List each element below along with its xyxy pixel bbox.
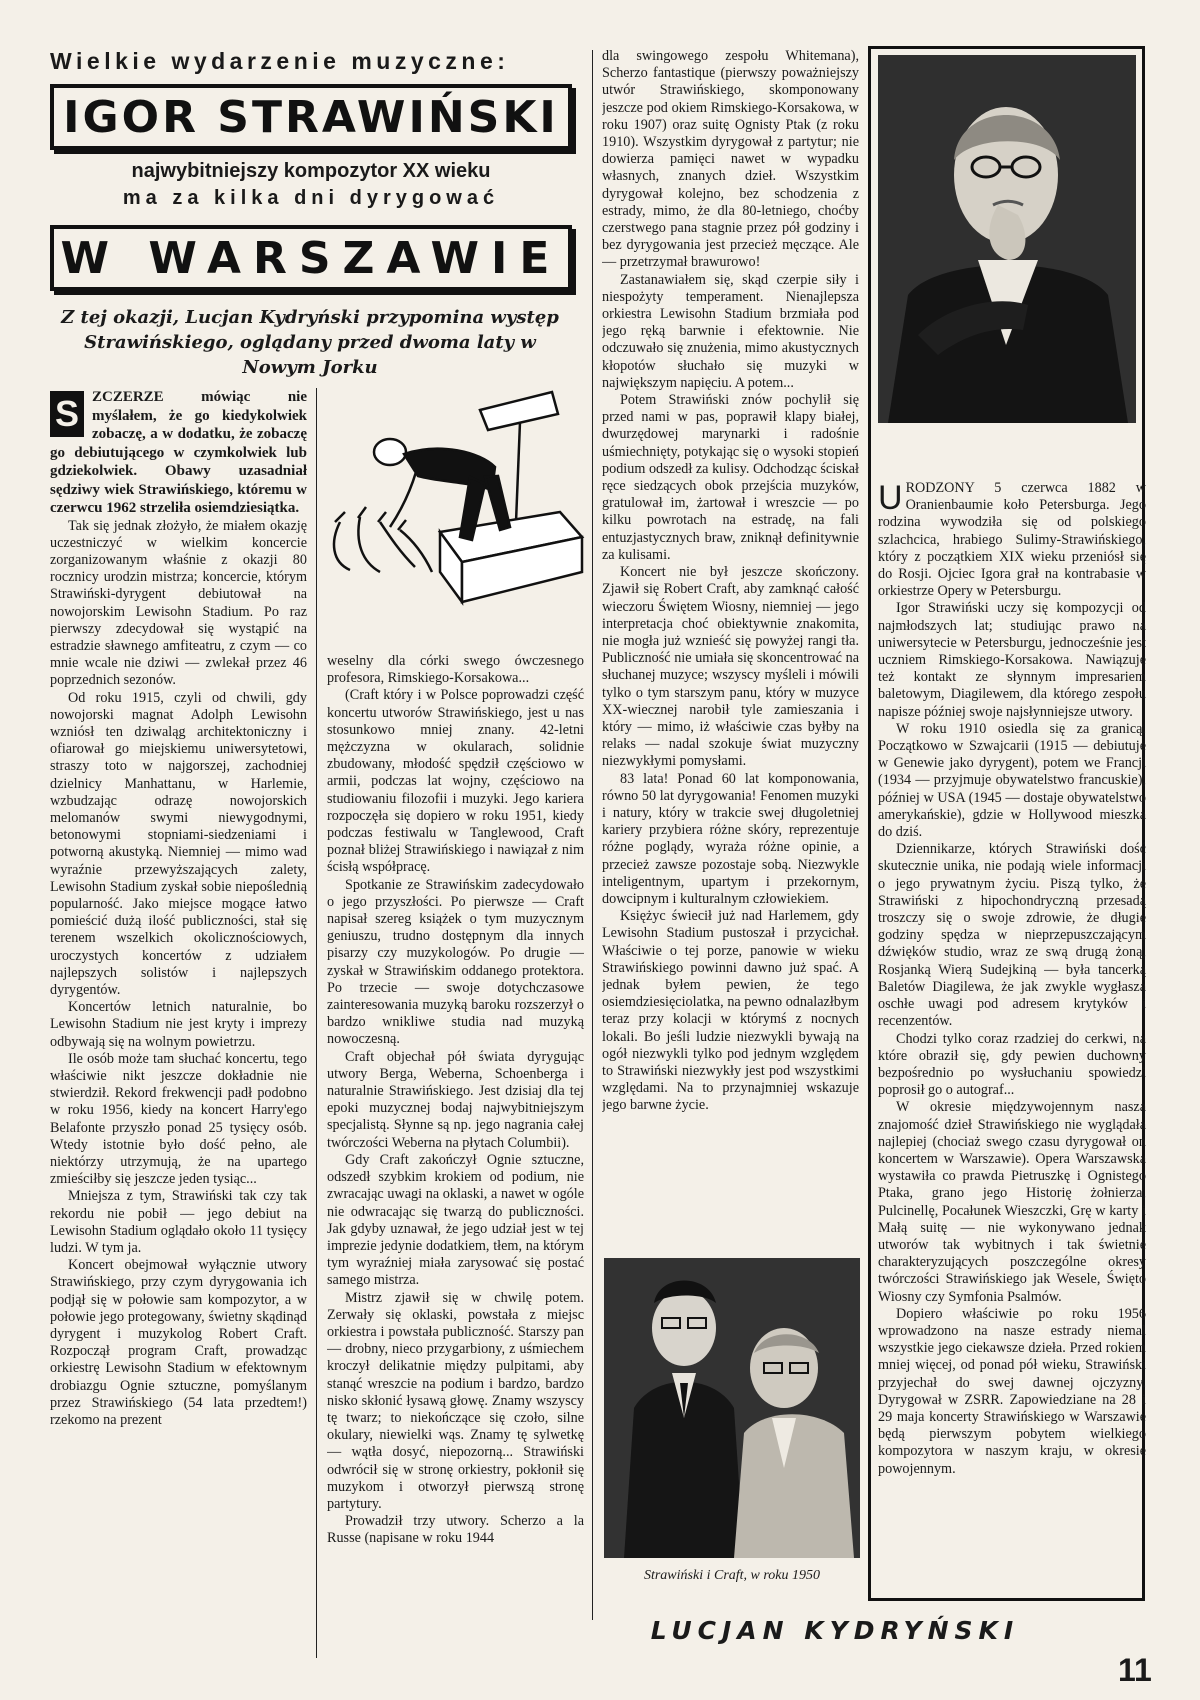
intro-text: Z tej okazji, Lucjan Kydryński przypomina występ Strawińskiego, oglądany przed dwoma laty w Nowym Jorku: [61, 307, 559, 378]
title-warszawie: W WARSZAWIE: [50, 225, 572, 291]
article-column-2: [327, 653, 584, 1668]
subtitle-line-1: najwybitniejszy kompozytor XX wieku: [131, 160, 491, 182]
author-signature: LUCJAN KYDRYŃSKI: [650, 1616, 1020, 1645]
paragraph: Od roku 1915, czyli od chwili, gdy nowojorski magnat Adolph Lewisohn wzniósł ten dziwaląg architektoniczny i ofiarował go miejskiemu uniwersytetowi, straszy toto w najgorszej, zachodniej dzielnicy Manhattanu, w Harlemie, wzbudzając odrazę nowojorskich melomanów swymi niewygodnymi, betonowymi stopniami-siedzeniami i potworną akustyką. Niemniej — mimo wad wyraźnie przewyższających zalety, Lewisohn Stadium zyskał sobie niepoślednią popularność. Jako miejsce mogące łatwo pomieścić dużą ilość publiczności, stał się terenem wszelkich okolicznościowych, uroczystych koncertów z udziałem najlepszych solistów i najlepszych dyrygentów.: [50, 689, 307, 998]
photo-caption: Strawiński i Craft, w roku 1950: [643, 1568, 821, 1583]
lead-text: ZCZERZE mówiąc nie myślałem, że go kiedykolwiek zobaczę, a w dodatku, że zobaczę go debiutującego w czymkolwiek lub gdziekolwiek. Obawy uzasadniał sędziwy wiek Strawińskiego, któremu w czerwcu 1962 strzeliła osiemdziesiątka.: [50, 389, 307, 516]
kicker: Wielkie wydarzenie muzyczne:: [50, 48, 510, 74]
article-column-3: [602, 48, 859, 1248]
column-rule: [316, 388, 317, 1658]
paragraph: Mniejsza z tym, Strawiński tak czy tak rekordu nie pobił — jego debiut na Lewisohn Stadium oglądało około 11 tysięcy ludzi. W tym ja.: [50, 1188, 307, 1257]
paragraph: Koncertów letnich naturalnie, bo Lewisohn Stadium nie jest kryty i imprezy odbywają się na wolnym powietrzu.: [50, 999, 307, 1050]
article-column-1: [50, 388, 307, 1668]
column-rule: [592, 50, 593, 1620]
paragraph: Potem Strawiński znów pochylił się przed nami w pas, poprawił klapy białej, dwurzędowej marynarki i radośnie uśmiechnięty, potykając się o wysoki stopień podium odszedł za kulisy. Odchodząc ściskał ręce siedzących obok przejścia muzyków, gratulował im, żartował i wreszcie — po kilku powrotach na estradę, na fali entuzjastycznych braw, zniknął definitywnie za kulisami.: [602, 392, 859, 563]
paragraph: Koncert nie był jeszcze skończony. Zjawił się Robert Craft, aby zamknąć całość wieczoru Świętem Wiosny, niemniej — jego interpretacja choć obiektywnie znakomita, nie mogła już wznieść się powyżej rangi tła. Publiczność nie umiała się skoncentrować na słuchanej muzyce; wszyscy myśleli i mówili tylko o tym starszym panu, który w muzyce XX-wiecznej narobił tyle zamieszania i który — mimo, iż właściwie czas byłby na relaks — nadal szokuje świat muzyczny niezwykłymi pomysłami.: [602, 564, 859, 770]
paragraph: Zastanawiałem się, skąd czerpie siły i niespożyty temperament. Nienajlepsza orkiestra Lewisohn Stadium brzmiała pod jego ręką barwnie i efektownie. Nie odczuwało się znużenia, mimo akustycznych kłopotów słuchało się muzyki w największym napięciu. A potem...: [602, 271, 859, 391]
paragraph: W okresie międzywojennym nasza znajomość dzieł Strawińskiego nie wyglądała najlepiej (chociaż swego czasu dyrygował on koncertem w Warszawie). Opera Warszawska wystawiła co prawda Pietruszkę i Ognistego Ptaka, grano jego Historię żołnierza, Pulcinellę, Pocałunek Wieszczki, Grę w karty i Małą suitę — nie wykonywano jednak utworów tak wybitnych i tak świetnie charakteryzujących poszczególne okresy twórczości Strawińskiego jak Wesele, Święto Wiosny czy Symfonia Psalmów.: [878, 1099, 1146, 1305]
bio-dropcap: U: [878, 480, 903, 517]
paragraph: Dziennikarze, których Strawiński dość skutecznie unika, nie podają wiele informacji o jego prywatnym życiu. Piszą tylko, że Strawiński z hipochondryczną przesadą troszczy się o swoje zdrowie, że długie godziny spędza w nieprzepuszczającym dźwięków studio, wraz ze swą drugą żoną, Rosjanką Wierą Sudejkiną — była tancerką Baletów Diagilewa, że jak zwykle wygłasza oschłe uwagi pod adresem krytyków i recenzentów.: [878, 841, 1146, 1030]
paragraph: Craft objechał pół świata dyrygując utwory Berga, Weberna, Schoenberga i naturalnie Strawińskiego. Jest dzisiaj dla tej epoki muzycznej bodaj najwybitniejszym specjalistą. Słynne są np. jego nagrania całej twórczości Weberna na płytach Columbii).: [327, 1048, 584, 1151]
paragraph: Mistrz zjawił się w chwilę potem. Zerwały się oklaski, powstała z miejsc orkiestra i powstała publiczność. Starszy pan — drobny, nieco przygarbiony, z uśmiechem kroczył delikatnie między pulpitami, aby stanąć wreszcie na podium i bardzo, bardzo nisko skłonić łysawą głowę. Znamy wszyscy tę twarz; to niekończące się czoło, silne okulary, niewielki wąs. Znamy tę sylwetkę — wątła dosyć, niepozorną... Strawiński odwrócił się w stronę orkiestry, pokłonił się muzykom i otworzył pierwszą stronę partytury.: [327, 1289, 584, 1512]
paragraph: Tak się jednak złożyło, że miałem okazję uczestniczyć w wielkim koncercie zorganizowanym właśnie z okazji 80 rocznicy urodzin mistrza; koncercie, którym Strawiński-dyrygent debiutował na nowojorskim Lewisohn Stadium. Po raz pierwszy zdecydował się wystąpić na estradzie sławnego amfiteatru, z czym — co mnie wcale nie dziwi — zwlekał przez 46 poprzednich sezonów.: [50, 517, 307, 689]
paragraph: Ile osób może tam słuchać koncertu, tego właściwie nikt jeszcze dokładnie nie stwierdził. Rekord frekwencji padł podobno w roku 1956, kiedy na koncert Harry'ego Belafonte przyszło ponad 25 tysięcy osób. Wtedy istotnie było dość pełno, ale niektórzy utrzymują, że na upartego zmieściłby się jeszcze jeden tysiąc...: [50, 1050, 307, 1188]
paragraph: weselny dla córki swego ówczesnego profesora, Rimskiego-Korsakowa...: [327, 653, 584, 687]
duo-photo: [604, 1258, 860, 1558]
subtitle-line-2: ma za kilka dni dyrygować: [122, 187, 500, 209]
portrait-photo: [878, 55, 1136, 423]
paragraph: Spotkanie ze Strawińskim zadecydowało o jego przyszłości. Po pierwsze — Craft napisał szereg książek o tym muzycznym geniuszu, trudno dostępnym dla innych pisarzy czy muzykologów. Po drugie — zyskał w Strawińskim oddanego protektora. Po trzecie — swoje dotychczasowe zainteresowania muzyką baroku rozszerzył o bardzo wnikliwe studia nad muzyką nowoczesną.: [327, 876, 584, 1048]
conductor-drawing: [320, 372, 590, 642]
paragraph: Księżyc świecił już nad Harlemem, gdy Lewisohn Stadium pustoszał i przycichał. Właściwie o tej porze, panowie w wieku Strawińskiego powinni dawno już spać. A jednak byłem pewien, że tego osiemdziesięciolatka, na pewno odnalazłbym teraz przy kolacji w którymś z nocnych lokali. Bo jeśli ludzie niezwykli bywają na ogół niezwykli tylko pod jednym względem to Strawiński niezwykły jest pod wszystkimi względami. Na to przynajmniej wskazuje jego barwne życie.: [602, 908, 859, 1114]
paragraph: W roku 1910 osiedla się za granicą. Początkowo w Szwajcarii (1915 — debiutuje w Genewie jako dyrygent), potem we Francji (1934 — przyjmuje obywatelstwo francuskie), później w USA (1945 — dostaje obywatelstwo amerykańskie), gdzie w Hollywood mieszka do dziś.: [878, 720, 1146, 841]
paragraph: RODZONY 5 czerwca 1882 w Oranienbaumie koło Petersburga. Jego rodzina wywodziła się od polskiego szlachcica, hrabiego Sulimy-Strawińskiego, który z początkiem XIX wieku przeniósł się do Rosji. Ojciec Igora grał na kontrabasie w orkiestrze Opery w Petersburgu.: [878, 480, 1146, 600]
paragraph: dla swingowego zespołu Whitemana), Scherzo fantastique (pierwszy poważniejszy utwór Strawińskiego, skomponowany jeszcze pod okiem Rimskiego-Korsakowa, w roku 1907) oraz suitę Ognisty Ptak (z roku 1910). Wszystkim dyrygował z partytur; nie dowierza pamięci nawet w wypadku własnych, znanych dzieł. Wszystkim dyrygował kolejno, bez schodzenia z estrady, mimo, że dla 80-letniego, choćby czerstwego pana stagnie przez pół godziny i bez dyrygowania jest przecież męczące. Ale — przetrzymał brawurowo!: [602, 48, 859, 271]
paragraph: Dopiero właściwie po roku 1956 wprowadzono na nasze estrady niemal wszystkie jego ciekawsze dzieła. Przed rokiem mniej więcej, od ponad pół wieku, Strawiński przyjechał do swej dawnej ojczyzny. Dyrygował w ZSRR. Zapowiedziane na 28 i 29 maja koncerty Strawińskiego w Warszawie będą pierwszym pobytem wielkiego kompozytora w naszym kraju, w okresie powojennym.: [878, 1305, 1146, 1477]
title-strawinski: IGOR STRAWIŃSKI: [50, 84, 572, 150]
biography-column: [878, 480, 1146, 1600]
paragraph: (Craft który i w Polsce poprowadzi część koncertu utworów Strawińskiego, jest u nas stosunkowo mniej znany. 42-letni mężczyzna w okularach, solidnie zbudowany, młodość spędził częściowo w armii, podczas lat wojny, częściowo na studiowaniu filozofii i muzyki. Jego kariera rozpoczęła się dopiero w roku 1951, kiedy podczas festiwalu w Tanglewood, Craft poznał bliżej Strawińskiego i nawiązał z nim ścisłą współpracę.: [327, 687, 584, 876]
page-number: 11: [1118, 1652, 1152, 1688]
paragraph: 83 lata! Ponad 60 lat komponowania, równo 50 lat dyrygowania! Fenomen muzyki i natury, który w trakcie swej długoletniej kariery przybiera różne skóry, reprezentuje różne poglądy, wyraża różne opinie, a przecież zawsze pozostaje sobą. Niezwykle inteligentnym, upartym i przekornym, dowcipnym i kulturalnym człowiekiem.: [602, 770, 859, 907]
paragraph: Igor Strawiński uczy się kompozycji od najmłodszych lat; studiując prawo na uniwersytecie w Petersburgu, jednocześnie jest uczniem Rimskiego-Korsakowa. Nawiązuje też kontakt ze słynnym impresariem baletowym, Diagilewem, dla którego zespołu napisze później swoje najsłynniejsze utwory.: [878, 600, 1146, 720]
paragraph: Gdy Craft zakończył Ognie sztuczne, odszedł szybkim krokiem od podium, nie zwracając uwagi na oklaski, a nawet w ogóle nie odwracając się twarzą do publiczności. Jak gdyby uznawał, że jego udział jest w tej imprezie jedynie dodatkiem, tłem, na którym tym wyraźniej miała zarysować się postać samego mistrza.: [327, 1151, 584, 1289]
paragraph: Koncert obejmował wyłącznie utwory Strawińskiego, przy czym dyrygowania ich podjął się w połowie sam kompozytor, a w połowie jego protegowany, świetny skądinąd dyrygent i muzykolog Robert Craft. Rozpoczął program Craft, prowadząc orkiestrę Lewisohn Stadium w efektownym drobiazgu Ognie sztuczne, pomyślanym przez Strawińskiego (54 lata przedtem!) rzekomo na prezent: [50, 1257, 307, 1429]
lead-paragraph: [50, 388, 307, 518]
paragraph: Chodzi tylko coraz rzadziej do cerkwi, na które obraził się, gdy pewien duchowny bezpośrednio po wysłuchaniu spowiedzi poprosił go o autograf...: [878, 1030, 1146, 1099]
paragraph: Prowadził trzy utwory. Scherzo a la Russe (napisane w roku 1944: [327, 1513, 584, 1547]
dropcap: S: [50, 391, 84, 437]
